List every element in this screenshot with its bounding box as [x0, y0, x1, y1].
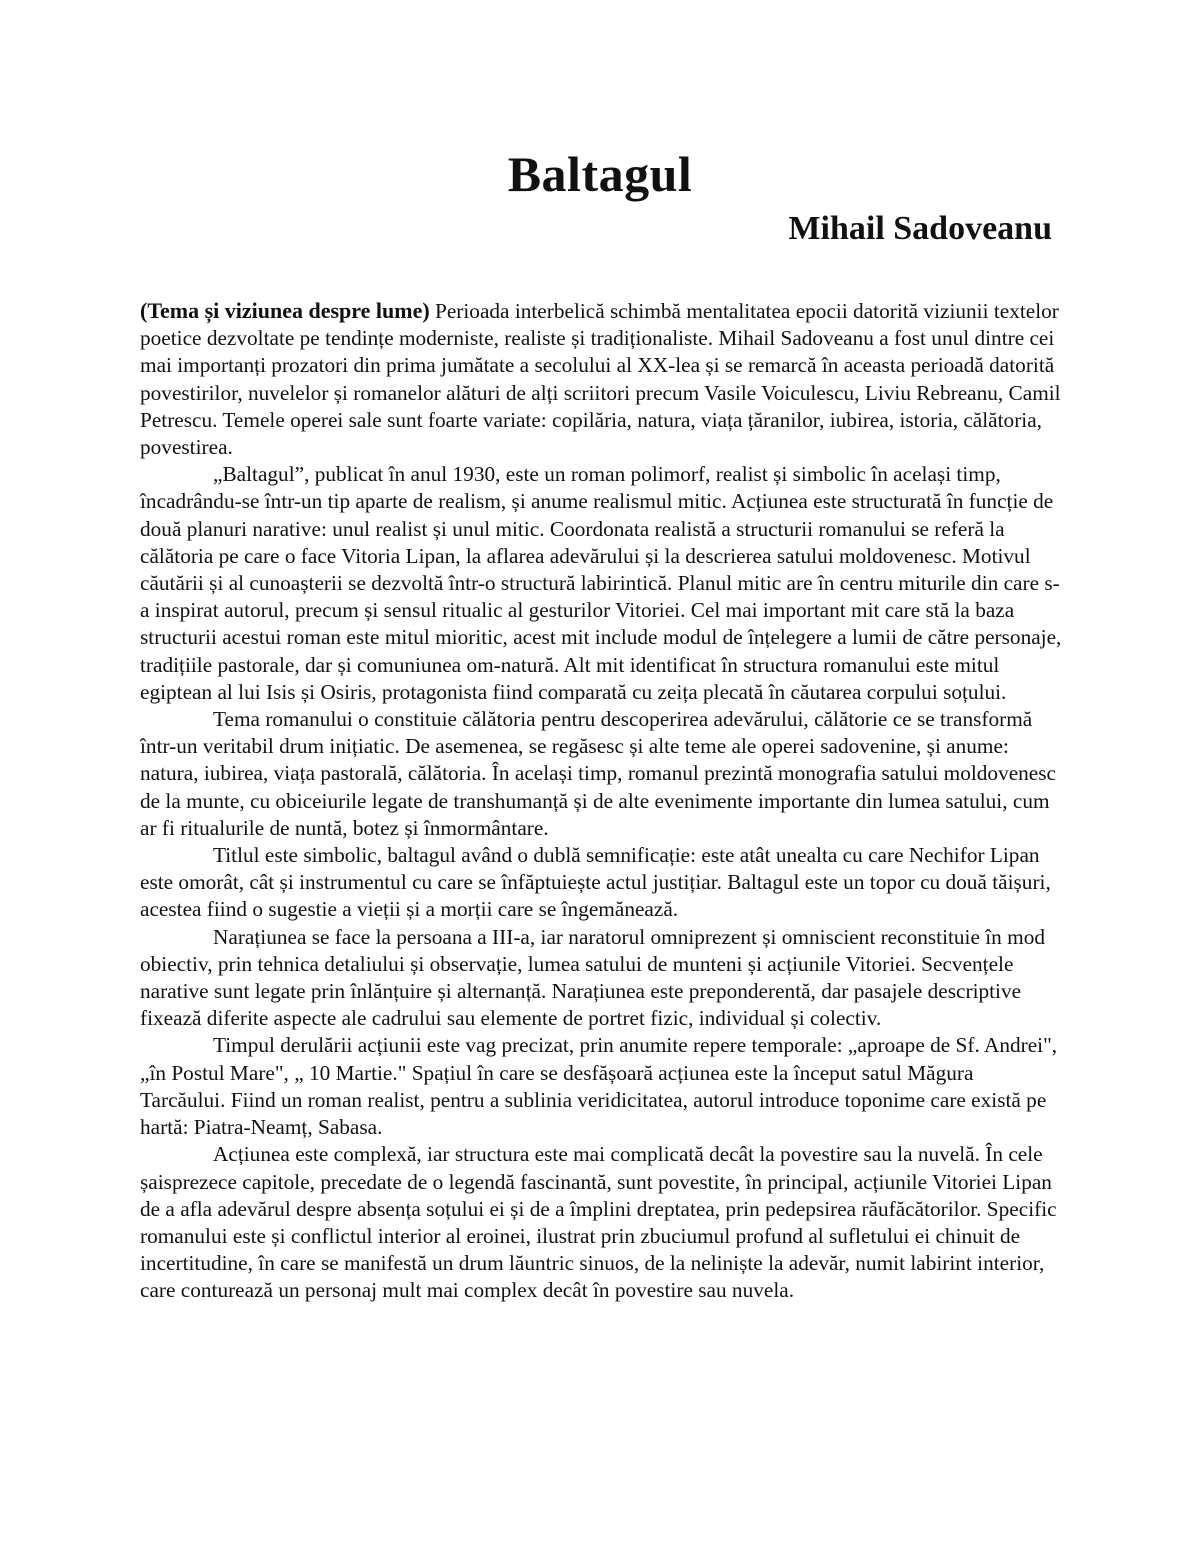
section-label: Tema și viziunea despre lume	[147, 298, 423, 323]
paragraph-6: Timpul derulării acțiunii este vag precizat, prin anumite repere temporale: „aproape de Sf. Andrei", „în Postul Mare", „ 10 Martie." Spațiul în care se desfășoară acțiunea este la început satul Măgura Tarcăului. Fiind un roman realist, pentru a sublinia veridicitatea, autorul introduce toponime care există pe hartă: Piatra-Neamț, Sabasa.	[140, 1033, 1058, 1140]
document-body	[140, 297, 1062, 1305]
document-title: Baltagul	[507, 146, 693, 202]
section-label-open: (	[140, 298, 148, 323]
paragraph-5: Narațiunea se face la persoana a III-a, iar naratorul omniprezent și omniscient reconstituie în mod obiectiv, prin tehnica detaliului și observație, lumea satului de munteni și acțiunile Vitoriei. Secvențele narative sunt legate prin înlănțuire și alternanță. Narațiunea este preponderentă, dar pasajele descriptive fixează diferite aspecte ale cadrului sau elemente de portret fizic, individual și colectiv.	[140, 924, 1046, 1031]
paragraph-1	[140, 297, 1062, 461]
paragraph-7: Acțiunea este complexă, iar structura este mai complicată decât la povestire sau la nuvelă. În cele șaisprezece capitole, precedate de o legendă fascinantă, sunt povestite, în principal, acțiunile Vitoriei Lipan de a afla adevărul despre absența soțului ei și de a împlini dreptatea, prin pedepsirea răufăcătorilor. Specific romanului este și conflictul interior al eroinei, ilustrat prin zbuciumul profund al sufletului ei chinuit de incertitudine, în care se manifestă un drum lăuntric sinuos, de la neliniște la adevăr, numit labirint interior, care conturează un personaj mult mai complex decât în povestire sau nuvela.	[140, 1142, 1057, 1303]
paragraph-1-text: Perioada interbelică schimbă mentalitatea epocii datorită viziunii textelor poetice dezvoltate pe tendințe moderniste, realiste și tradiționaliste. Mihail Sadoveanu a fost unul dintre cei mai importanți prozatori din prima jumătate a secolului al XX-lea și se remarcă în aceasta perioadă datorită povestirilor, nuvelelor și romanelor alături de alți scriitori precum Vasile Voiculescu, Liviu Rebreanu, Camil Petrescu. Temele operei sale sunt foarte variate: copilăria, natura, viața țăranilor, iubirea, istoria, călătoria, povestirea.	[140, 299, 1061, 460]
paragraph-3: Tema romanului o constituie călătoria pentru descoperirea adevărului, călătorie ce se transformă într-un veritabil drum inițiatic. De asemenea, se regăsesc și alte teme ale operei sadovenine, și anume: natura, iubirea, viața pastorală, călătoria. În același timp, romanul prezintă monografia satului moldovenesc de la munte, cu obiceiurile legate de transhumanță și de alte evenimente importante din lumea satului, cum ar fi ritualurile de nuntă, botez și înmormântare.	[140, 707, 1057, 840]
paragraph-4: Titlul este simbolic, baltagul având o dublă semnificație: este atât unealta cu care Nechifor Lipan este omorât, cât și instrumentul cu care se înfăptuiește actul justițiar. Baltagul este un topor cu două tăișuri, acestea fiind o sugestie a vieții și a morții care se îngemănează.	[140, 843, 1051, 922]
document-author: Mihail Sadoveanu	[788, 210, 1052, 247]
section-label-close: )	[422, 298, 430, 323]
paragraph-2: „Baltagul”, publicat în anul 1930, este un roman polimorf, realist și simbolic în același timp, încadrându-se într-un tip aparte de realism, și anume realismul mitic. Acțiunea este structurată în funcție de două planuri narative: unul realist și unul mitic. Coordonata realistă a structurii romanului se referă la călătoria pe care o face Vitoria Lipan, la aflarea adevărului și la descrierea satului moldovenesc. Motivul căutării și al cunoașterii se dezvoltă într-o structură labirintică. Planul mitic are în centru miturile din care s-a inspirat autorul, precum și sensul ritualic al gesturilor Vitoriei. Cel mai important mit care stă la baza structurii acestui roman este mitul mioritic, acest mit include modul de înțelegere a lumii de către personaje, tradițiile pastorale, dar și comuniunea om-natură. Alt mit identificat în structura romanului este mitul egiptean al lui Isis și Osiris, protagonista fiind comparată cu zeița plecată în căutarea corpului soțului.	[140, 462, 1062, 704]
